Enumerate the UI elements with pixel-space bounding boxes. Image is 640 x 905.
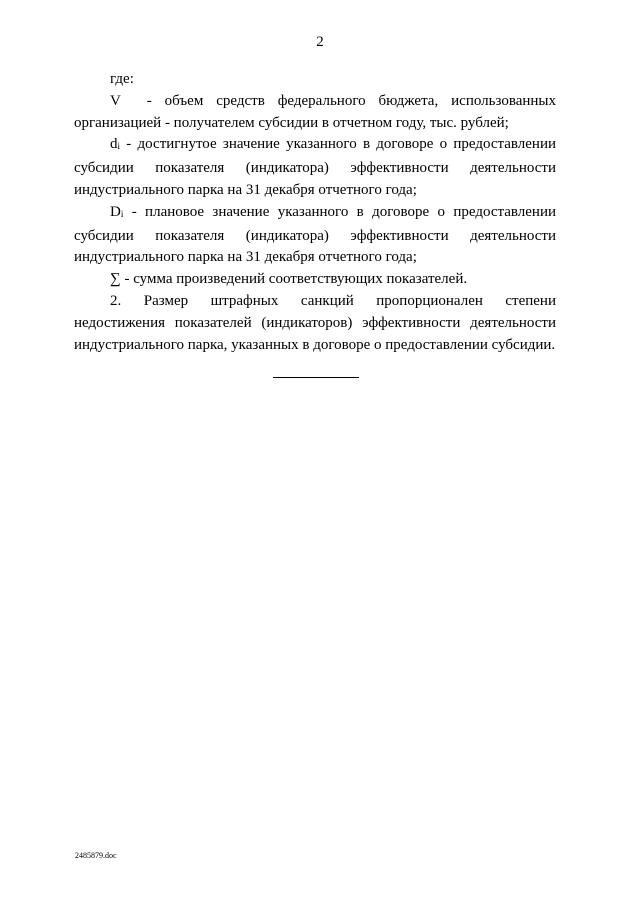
v-definition-text: - объем средств федерального бюджета, использованных организацией - получателем субсидии в отчетном году, тыс. рублей; [74, 92, 556, 131]
paragraph-2-text: 2. Размер штрафных санкций пропорционален степени недостижения показателей (индикаторов) эффективности деятельности индустриального парка, указанных в договоре о предоставлении субсидии. [74, 292, 556, 353]
definition-d-small [74, 134, 556, 201]
sum-symbol: ∑ [110, 271, 121, 288]
d-small-symbol: d [110, 136, 118, 153]
intro-text: где: [110, 71, 134, 87]
end-separator-line [273, 377, 359, 378]
d-capital-symbol: D [110, 203, 121, 220]
d-capital-definition-text: - плановое значение указанного в договоре о предоставлении субсидии показателя (индикатора) эффективности деятельности индустриального парка на 31 декабря отчетного года; [74, 203, 557, 266]
sum-definition-text: - сумма произведений соответствующих показателей. [124, 271, 468, 288]
definition-sum [74, 269, 556, 291]
d-small-definition-text: - достигнутое значение указанного в договоре о предоставлении субсидии показателя (индикатора) эффективности деятельности индустриального парка на 31 декабря отчетного года; [74, 136, 557, 198]
footer-filename: 2485879.doc [75, 851, 117, 860]
d-capital-subscript: i [120, 208, 124, 219]
d-small-subscript: i [117, 141, 121, 152]
definition-d-capital [74, 202, 556, 269]
intro-line [74, 69, 556, 91]
definition-v [74, 91, 556, 135]
paragraph-2 [74, 291, 556, 356]
document-body [74, 69, 556, 356]
page-number: 2 [316, 34, 324, 50]
v-symbol: V [110, 92, 121, 109]
